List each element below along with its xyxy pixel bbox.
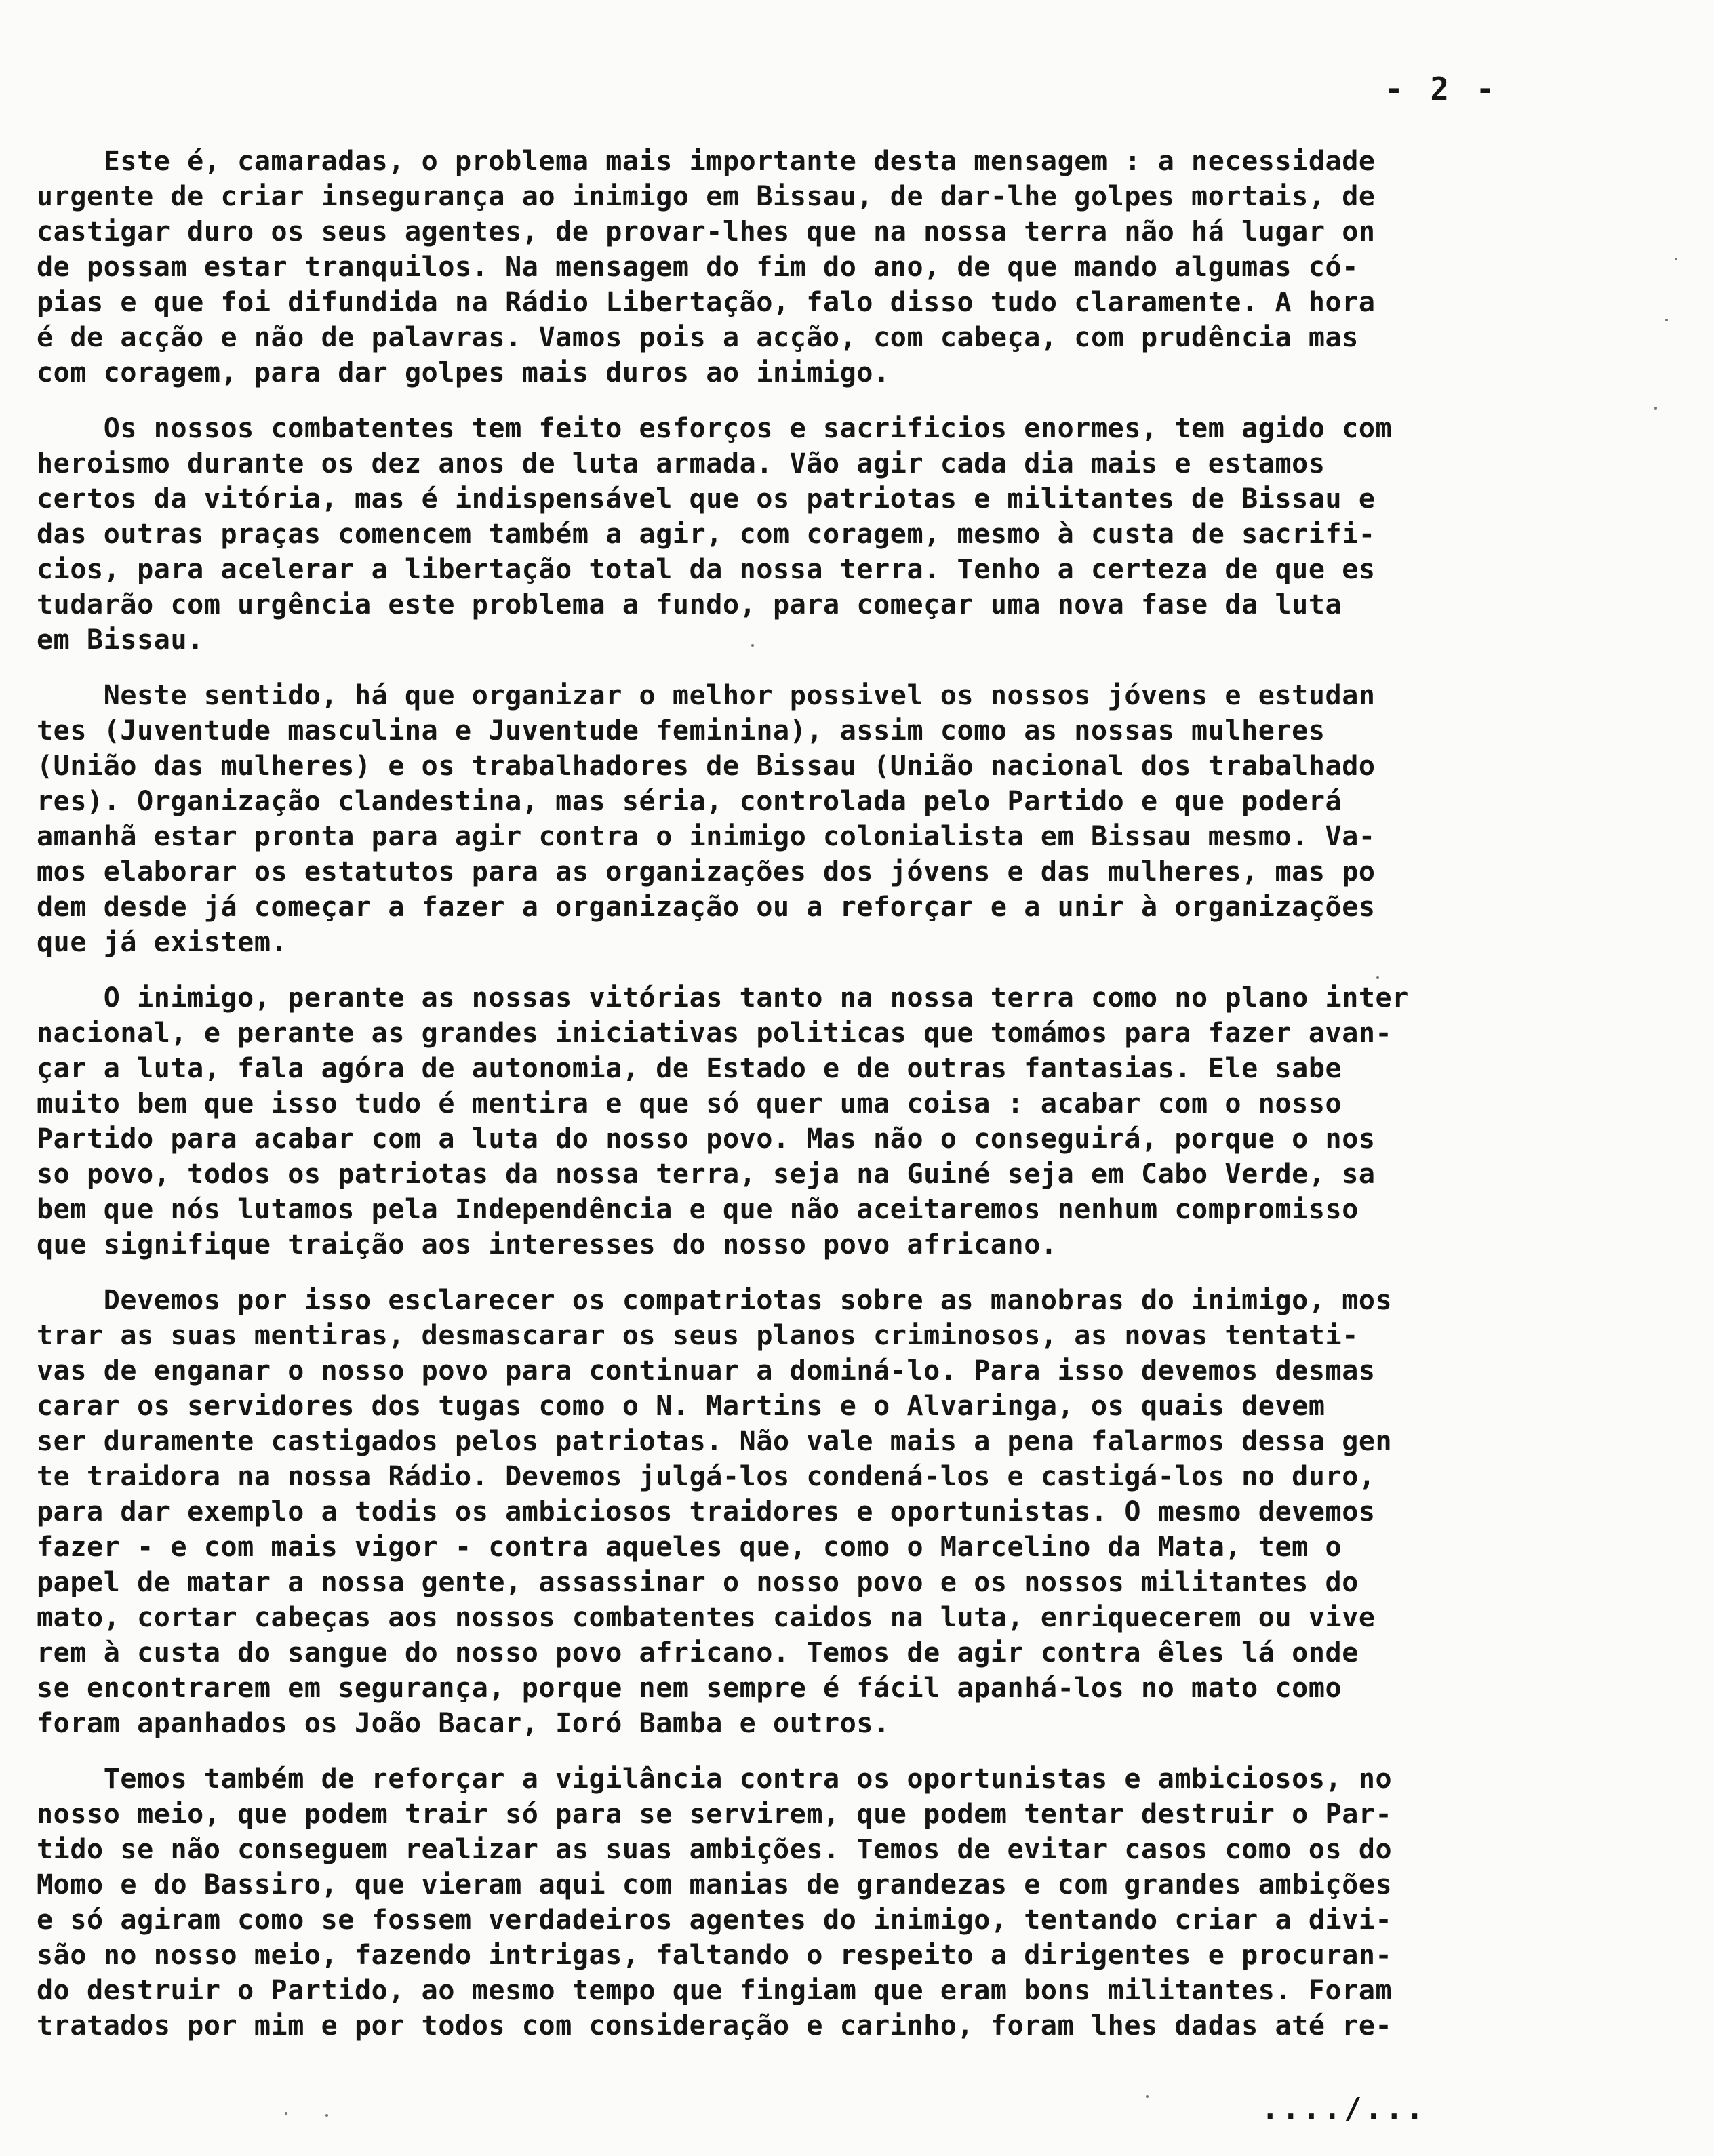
scan-speck [285, 2112, 287, 2115]
text-line: castigar duro os seus agentes, de provar-lhes que na nossa terra não há lugar on [37, 216, 1376, 247]
paragraph-5 [37, 1283, 1637, 1741]
paragraph-4 [37, 980, 1637, 1262]
text-line: carar os servidores dos tugas como o N. Martins e o Alvaringa, os quais devem [37, 1391, 1326, 1422]
text-line: Neste sentido, há que organizar o melhor possivel os nossos jóvens e estudan [37, 680, 1376, 711]
text-line: tido se não conseguem realizar as suas ambições. Temos de evitar casos como os do [37, 1834, 1393, 1865]
text-line: res). Organização clandestina, mas séria, controlada pelo Partido e que poderá [37, 786, 1342, 817]
text-line: Devemos por isso esclarecer os compatriotas sobre as manobras do inimigo, mos [37, 1285, 1393, 1316]
paragraph-1 [37, 144, 1637, 391]
scan-speck [325, 2114, 328, 2117]
text-line: é de acção e não de palavras. Vamos pois a acção, com cabeça, com prudência mas [37, 322, 1359, 353]
text-line: urgente de criar insegurança ao inimigo em Bissau, de dar-lhe golpes mortais, de [37, 181, 1376, 212]
paragraph-2 [37, 411, 1637, 658]
text-line: so povo, todos os patriotas da nossa terra, seja na Guiné seja em Cabo Verde, sa [37, 1159, 1376, 1190]
text-line: tes (Juventude masculina e Juventude feminina), assim como as nossas mulheres [37, 715, 1326, 746]
text-line: tudarão com urgência este problema a fundo, para começar uma nova fase da luta [37, 589, 1342, 620]
text-line: cios, para acelerar a libertação total da nossa terra. Tenho a certeza de que es [37, 554, 1376, 585]
text-line: mos elaborar os estatutos para as organizações dos jóvens e das mulheres, mas po [37, 856, 1376, 887]
text-line: vas de enganar o nosso povo para continuar a dominá-lo. Para isso devemos desmas [37, 1355, 1376, 1386]
scan-speck [1665, 319, 1668, 321]
text-line: (União das mulheres) e os trabalhadores de Bissau (União nacional dos trabalhado [37, 751, 1376, 782]
text-line: que signifique traição aos interesses do nosso povo africano. [37, 1229, 1058, 1260]
text-line: heroismo durante os dez anos de luta armada. Vão agir cada dia mais e estamos [37, 448, 1326, 479]
text-line: ser duramente castigados pelos patriotas. Não vale mais a pena falarmos dessa gen [37, 1426, 1393, 1457]
letter-body [37, 144, 1637, 2064]
text-line: nacional, e perante as grandes iniciativas politicas que tomámos para fazer avan- [37, 1018, 1393, 1049]
page-number: - 2 - [1384, 71, 1499, 107]
text-line: mato, cortar cabeças aos nossos combatentes caidos na luta, enriquecerem ou vive [37, 1602, 1376, 1633]
text-line: certos da vitória, mas é indispensável que os patriotas e militantes de Bissau e [37, 483, 1376, 515]
text-line: que já existem. [37, 927, 288, 958]
text-line: são no nosso meio, fazendo intrigas, faltando o respeito a dirigentes e procuran- [37, 1940, 1393, 1971]
scan-speck [1675, 258, 1677, 260]
text-line: e só agiram como se fossem verdadeiros agentes do inimigo, tentando criar a divi- [37, 1904, 1393, 1936]
text-line: çar a luta, fala agóra de autonomia, de Estado e de outras fantasias. Ele sabe [37, 1053, 1342, 1084]
text-line: para dar exemplo a todis os ambiciosos traidores e oportunistas. O mesmo devemos [37, 1496, 1376, 1528]
scan-speck [1654, 407, 1657, 410]
text-line: O inimigo, perante as nossas vitórias tanto na nossa terra como no plano inter [37, 982, 1409, 1014]
text-line: Partido para acabar com a luta do nosso povo. Mas não o conseguirá, porque o nos [37, 1123, 1376, 1155]
text-line: te traidora na nossa Rádio. Devemos julgá-los condená-los e castigá-los no duro, [37, 1461, 1376, 1492]
text-line: dem desde já começar a fazer a organização ou a reforçar e a unir à organizações [37, 892, 1376, 923]
text-line: bem que nós lutamos pela Independência e que não aceitaremos nenhum compromisso [37, 1194, 1359, 1225]
text-line: Temos também de reforçar a vigilância contra os oportunistas e ambiciosos, no [37, 1763, 1393, 1795]
text-line: Este é, camaradas, o problema mais importante desta mensagem : a necessidade [37, 146, 1376, 177]
scan-speck [751, 644, 754, 647]
text-line: papel de matar a nossa gente, assassinar o nosso povo e os nossos militantes do [37, 1567, 1359, 1598]
paragraph-3 [37, 678, 1637, 960]
text-line: do destruir o Partido, ao mesmo tempo que fingiam que eram bons militantes. Foram [37, 1975, 1393, 2006]
text-line: das outras praças comencem também a agir, com coragem, mesmo à custa de sacrifi- [37, 519, 1376, 550]
continuation-marker: ..../... [1261, 2092, 1427, 2126]
text-line: Os nossos combatentes tem feito esforços e sacrificios enormes, tem agido com [37, 413, 1393, 444]
text-line: muito bem que isso tudo é mentira e que só quer uma coisa : acabar com o nosso [37, 1088, 1342, 1119]
text-line: tratados por mim e por todos com consideração e carinho, foram lhes dadas até re- [37, 2010, 1393, 2041]
scan-speck [1146, 2095, 1149, 2098]
text-line: trar as suas mentiras, desmascarar os seus planos criminosos, as novas tentati- [37, 1320, 1359, 1351]
text-line: com coragem, para dar golpes mais duros ao inimigo. [37, 357, 890, 388]
text-line: amanhã estar pronta para agir contra o inimigo colonialista em Bissau mesmo. Va- [37, 821, 1376, 852]
text-line: de possam estar tranquilos. Na mensagem do fim do ano, de que mando algumas có- [37, 252, 1359, 283]
text-line: rem à custa do sangue do nosso povo africano. Temos de agir contra êles lá onde [37, 1637, 1359, 1669]
text-line: em Bissau. [37, 624, 204, 656]
scan-speck [1376, 976, 1379, 979]
text-line: se encontrarem em segurança, porque nem sempre é fácil apanhá-los no mato como [37, 1673, 1342, 1704]
text-line: Momo e do Bassiro, que vieram aqui com manias de grandezas e com grandes ambições [37, 1869, 1393, 1900]
text-line: fazer - e com mais vigor - contra aqueles que, como o Marcelino da Mata, tem o [37, 1532, 1342, 1563]
text-line: foram apanhados os João Bacar, Ioró Bamba e outros. [37, 1708, 890, 1739]
text-line: pias e que foi difundida na Rádio Libertação, falo disso tudo claramente. A hora [37, 287, 1376, 318]
paragraph-6 [37, 1761, 1637, 2043]
text-line: nosso meio, que podem trair só para se servirem, que podem tentar destruir o Par- [37, 1799, 1393, 1830]
